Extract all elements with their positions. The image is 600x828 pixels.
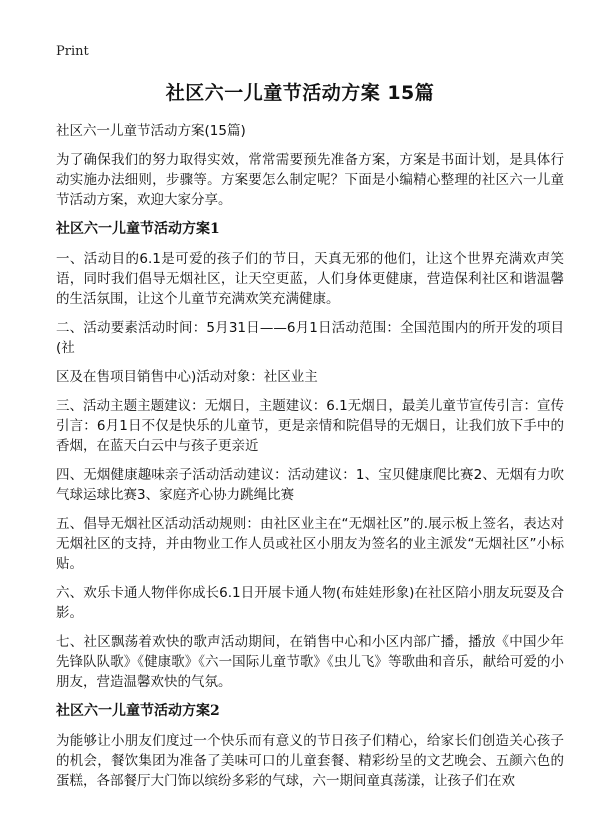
- section-heading: 社区六一儿童节活动方案2: [56, 703, 220, 719]
- print-label[interactable]: Print: [56, 44, 89, 59]
- section-heading: 社区六一儿童节活动方案1: [56, 221, 220, 237]
- paragraph: 一、活动目的6.1是可爱的孩子们的节日，天真无邪的他们，让这个世界充满欢声笑语，同时我们倡导无烟社区，让天空更蓝，人们身体更健康，营造保利社区和谐温馨的生活氛围，让这个儿童节充满欢笑充满健康。: [56, 251, 564, 307]
- paragraph: 六、欢乐卡通人物伴你成长6.1日开展卡通人物(布娃娃形象)在社区陪小朋友玩耍及合影。: [56, 585, 564, 621]
- document-title: 社区六一儿童节活动方案 15篇: [165, 82, 435, 104]
- paragraph: 区及在售项目销售中心)活动对象：社区业主: [56, 369, 318, 385]
- paragraph: 七、社区飘荡着欢快的歌声活动期间，在销售中心和小区内部广播，播放《中国少年先锋队队歌》《健康歌》《六一国际儿童节歌》《虫儿飞》等歌曲和音乐，献给可爱的小朋友，营造温馨欢快的气氛。: [56, 634, 564, 690]
- paragraph: 四、无烟健康趣味亲子活动活动建议：活动建议：1、宝贝健康爬比赛2、无烟有力吹气球运球比赛3、家庭齐心协力跳绳比赛: [56, 467, 564, 503]
- paragraph: 为能够让小朋友们度过一个快乐而有意义的节日孩子们精心，给家长们创造关心孩子的机会，餐饮集团为准备了美味可口的儿童套餐、精彩纷呈的文艺晚会、五颜六色的蛋糕，各部餐厅大门饰以缤纷多彩的气球，六一期间童真荡漾，让孩子们在欢: [56, 733, 564, 789]
- intro-paragraph: 为了确保我们的努力取得实效，常常需要预先准备方案，方案是书面计划，是具体行动实施办法细则，步骤等。方案要怎么制定呢？下面是小编精心整理的社区六一儿童节活动方案，欢迎大家分享。: [56, 152, 564, 208]
- document-subtitle: 社区六一儿童节活动方案(15篇): [56, 123, 246, 139]
- paragraph: 五、倡导无烟社区活动活动规则：由社区业主在“无烟社区”的.展示板上签名，表达对无烟社区的支持，并由物业工作人员或社区小朋友为签名的业主派发“无烟社区”小标贴。: [56, 516, 564, 572]
- paragraph: 三、活动主题主题建议：无烟日，主题建议：6.1无烟日，最美儿童节宣传引言：宣传引言：6月1日不仅是快乐的儿童节，更是亲情和院倡导的无烟日，让我们放下手中的香烟，在蓝天白云中与孩子更亲近: [56, 398, 564, 454]
- paragraph: 二、活动要素活动时间：5月31日——6月1日活动范围：全国范围内的所开发的项目(社: [56, 320, 564, 356]
- document-body: [56, 121, 564, 800]
